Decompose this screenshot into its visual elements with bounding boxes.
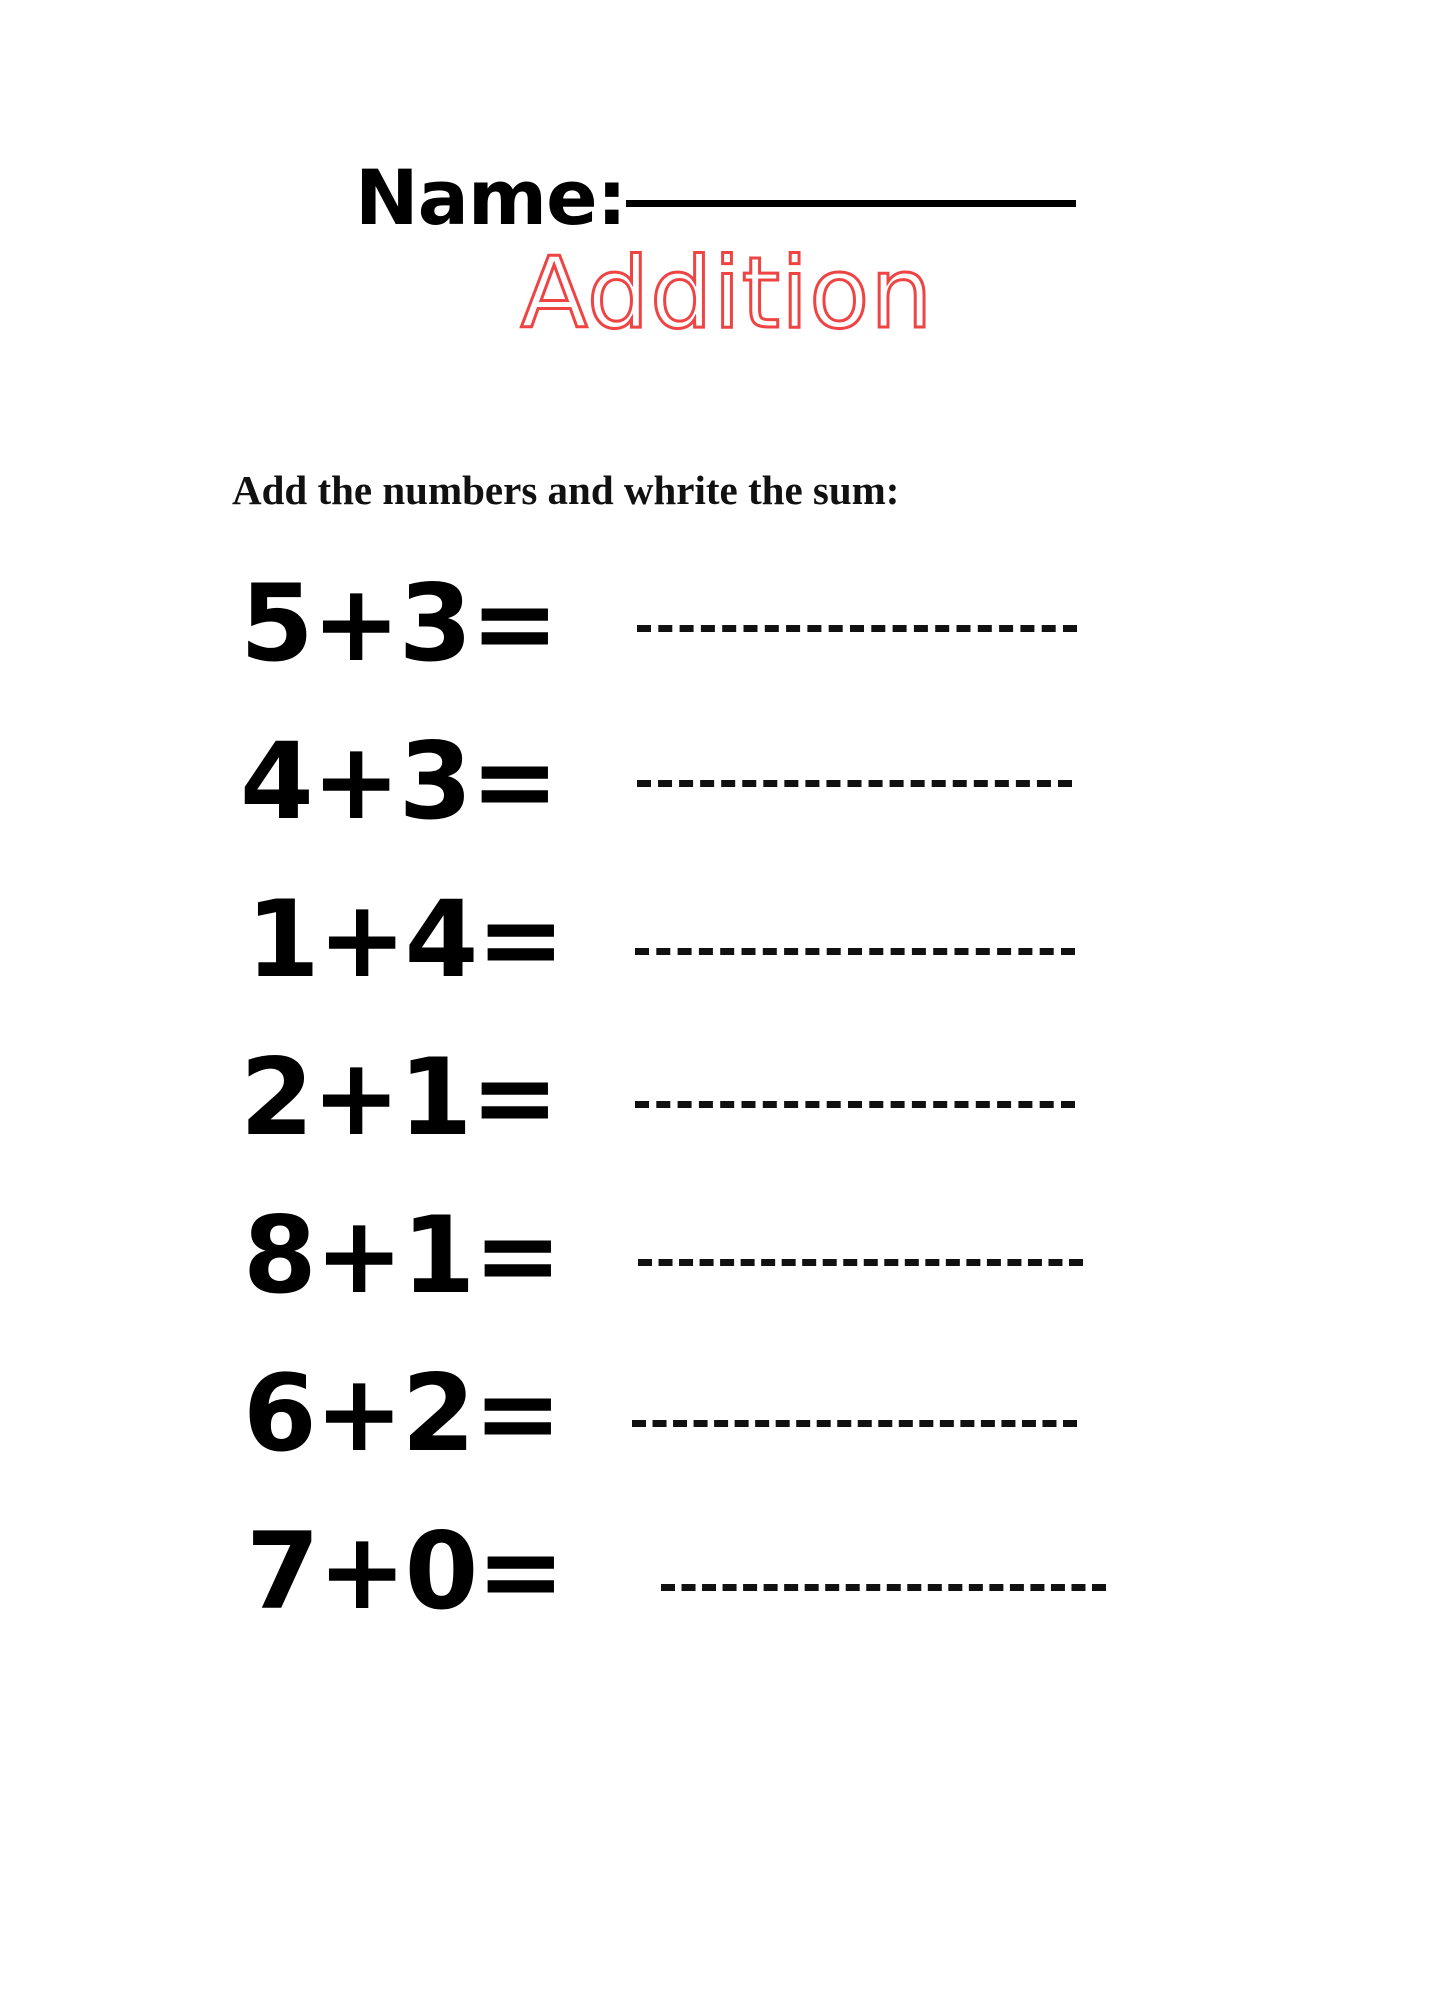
problem-row xyxy=(0,1177,1454,1335)
answer-write-line[interactable] xyxy=(635,1101,1075,1108)
answer-write-line[interactable] xyxy=(661,1584,1106,1591)
problem-expression: 6+2= xyxy=(243,1352,561,1475)
instruction-text: Add the numbers and whrite the sum: xyxy=(232,467,900,513)
name-field-row xyxy=(355,150,1255,245)
problem-expression: 8+1= xyxy=(243,1194,561,1317)
problem-row xyxy=(0,1019,1454,1177)
problem-row xyxy=(0,1335,1454,1493)
answer-write-line[interactable] xyxy=(635,948,1075,955)
problem-row xyxy=(0,545,1454,703)
problem-expression: 2+1= xyxy=(240,1036,558,1159)
problem-expression: 1+4= xyxy=(246,878,564,1001)
answer-write-line[interactable] xyxy=(638,1259,1083,1266)
answer-write-line[interactable] xyxy=(637,780,1072,787)
problem-row xyxy=(0,861,1454,1019)
problem-row xyxy=(0,1493,1454,1651)
problem-row xyxy=(0,703,1454,861)
problem-expression: 5+3= xyxy=(240,562,558,685)
page-title: Addition xyxy=(520,237,934,351)
name-write-line[interactable] xyxy=(626,200,1076,207)
answer-write-line[interactable] xyxy=(632,1420,1077,1427)
problem-list xyxy=(0,545,1454,1651)
answer-write-line[interactable] xyxy=(637,625,1077,632)
problem-expression: 7+0= xyxy=(246,1510,564,1633)
problem-expression: 4+3= xyxy=(240,720,558,843)
name-label: Name: xyxy=(355,152,627,242)
